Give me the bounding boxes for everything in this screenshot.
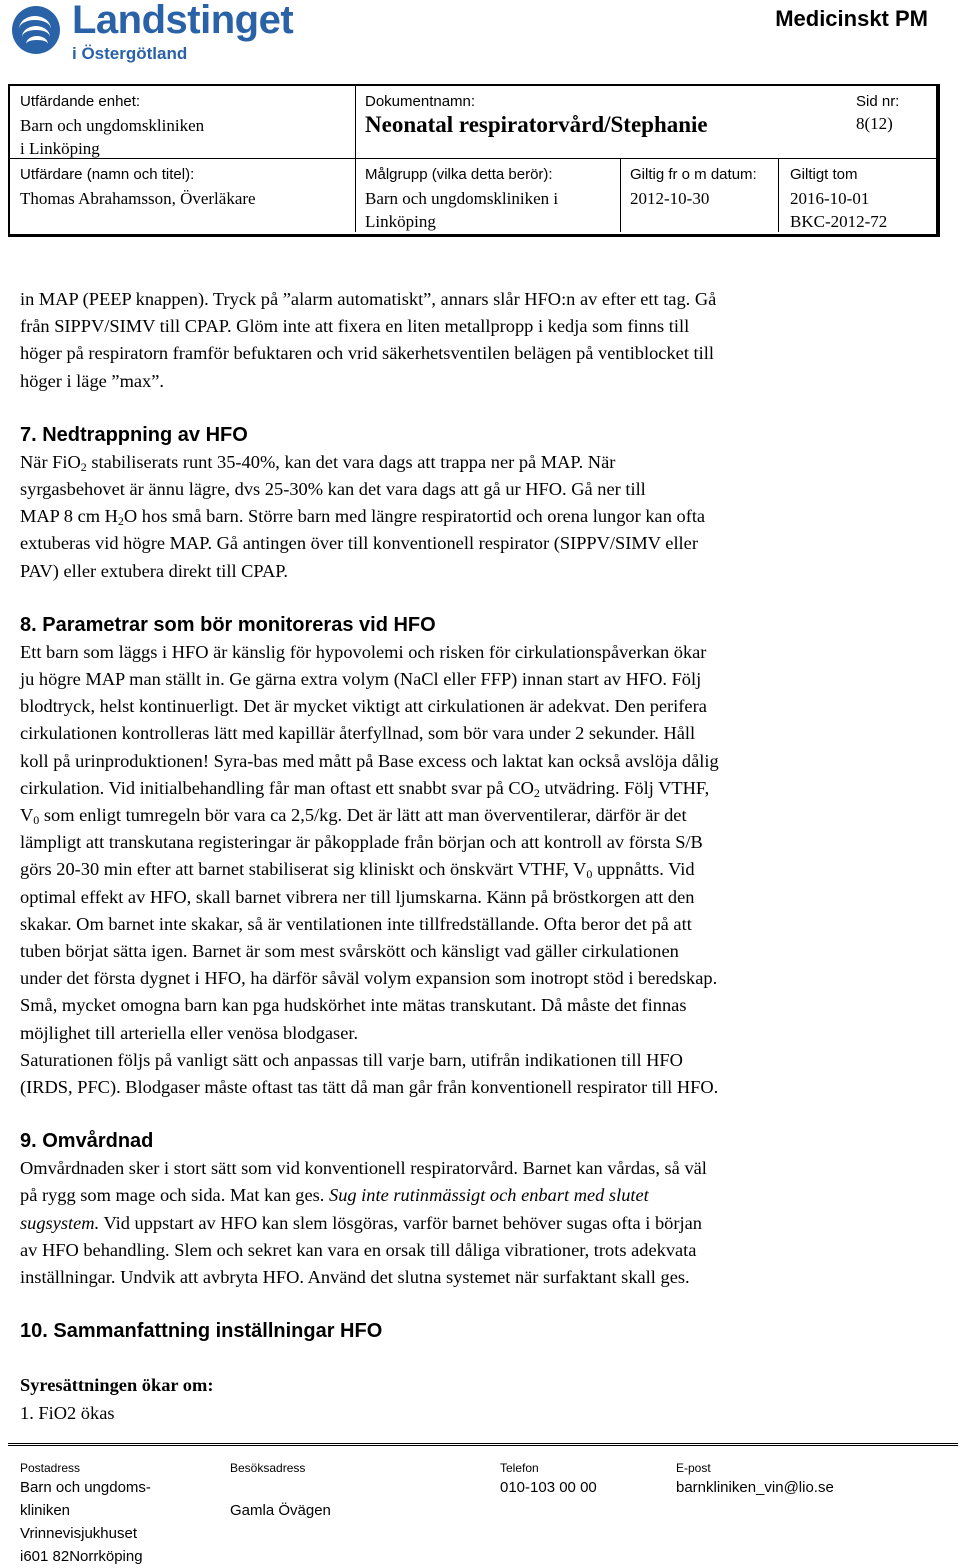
subscript: 2 [117,514,124,529]
section-8-line: koll på urinproduktionen! Syra-bas med mått på Base excess och laktat kan också avslöja dålig [20,750,719,771]
section-9-line: Omvårdnaden sker i stort sätt som vid konventionell respiratorvård. Barnet kan vårdas, så väl [20,1158,707,1179]
text-run: utvädring. Följ VTHF, [539,777,710,798]
visiting-address: Gamla Övägen [230,1502,331,1519]
section-9-line [20,1182,940,1209]
section-10-heading: 10. Sammanfattning inställningar HFO [20,1320,383,1343]
valid-to-date: 2016-10-01 [790,189,870,208]
section-8-line: blodtryck, helst kontinuerligt. Det är mycket viktigt att cirkulationen är adekvat. Den perifera [20,696,707,717]
document-id: BKC-2012-72 [790,212,888,231]
logo-title: Landstinget [72,0,294,42]
unit-label: Utfärdande enhet: [20,93,141,110]
section-7-heading: 7. Nedtrappning av HFO [20,423,248,446]
document-type: Medicinskt PM [775,6,928,31]
text-run: görs 20-30 min efter att barnet stabiliserat sig kliniskt och önskvärt VTHF, V [20,859,587,880]
email-label: E-post [676,1461,711,1475]
valid-to-label: Giltigt tom [790,166,858,183]
logo-subtitle: i Östergötland [72,44,188,63]
section-8-line: under det första dygnet i HFO, ha därför såväl volym expansion som inotropt stöd i beredskap. [20,968,718,989]
section-8-line: (IRDS, PFC). Blodgaser måste oftast tas tätt då man går från konventionell respirator till HFO. [20,1077,719,1098]
text-run: på rygg som mage och sida. Mat kan ges. [20,1185,329,1206]
postal-address-line: Vrinnevisjukhuset [20,1525,138,1542]
section-9-line: av HFO behandling. Slem och sekret kan vara en orsak till dåliga vibrationer, trots adekvata [20,1239,697,1260]
italic-run: sugsystem. [20,1212,100,1233]
postal-address-line: i601 82Norrköping [20,1548,143,1565]
postal-address-line: kliniken [20,1502,71,1519]
section-8-line [20,856,940,883]
subscript: 2 [533,785,540,800]
italic-run: Sug inte rutinmässigt och enbart med slutet [329,1185,649,1206]
section-8-line: skakar. Om barnet inte skakar, så är ventilationen inte tillfredställande. Ofta beror det på att [20,913,692,934]
section-8-heading: 8. Parametrar som bör monitoreras vid HFO [20,613,436,636]
unit-value: Barn och ungdomskliniken [20,116,205,135]
section-8-line: Ett barn som läggs i HFO är känslig för hypovolemi och risken för cirkulationspåverkan ökar [20,641,707,662]
section-8-line: tuben börjat sätta igen. Barnet är som mest svårskött och känsligt vad gäller cirkulationen [20,941,679,962]
document-header-table [8,84,940,237]
text-run: MAP 8 cm H [20,506,118,527]
logo [12,2,312,72]
section-8-line: ju högre MAP man ställt in. Ge gärna extra volym (NaCl eller FFP) innan start av HFO. Följ [20,669,702,690]
section-7-line: PAV) eller extubera direkt till CPAP. [20,560,289,581]
docname-label: Dokumentnamn: [365,93,476,110]
section-8-line: möjlighet till arteriella eller venösa blodgaser. [20,1022,359,1043]
target-group-label: Målgrupp (vilka detta berör): [365,166,553,183]
text-run: stabiliserats runt 35-40%, kan det vara dags att trappa ner på MAP. När [86,451,616,472]
subscript: 2 [80,459,87,474]
text-run: V [20,805,34,826]
text-run: uppnåtts. Vid [592,859,695,880]
page-footer [8,1443,958,1565]
section-8-line [20,802,940,829]
intro-line: in MAP (PEEP knappen). Tryck på ”alarm automatiskt”, annars slår HFO:n av efter ett tag. Gå [20,289,717,309]
text-run: När FiO [20,451,81,472]
valid-from-date: 2012-10-30 [630,189,710,208]
logo-mark-icon [12,6,60,54]
section-8-line: cirkulationen kontrolleras lätt med kapillär återfyllnad, som bör vara under 2 sekunder. Håll [20,723,696,744]
section-7-line [20,503,940,530]
section-7-line: extuberas vid högre MAP. Gå antingen över till konventionell respirator (SIPPV/SIMV eller [20,533,698,554]
unit-value-city: i Linköping [20,139,100,158]
section-8-line: Saturationen följs på vanligt sätt och anpassas till varje barn, utifrån indikationen till HFO [20,1049,683,1070]
postal-address-line: Barn och ungdoms- [20,1479,151,1496]
section-9-line: inställningar. Undvik att avbryta HFO. Använd det slutna systemet när surfaktant skall ges. [20,1267,690,1288]
list-item: 1. FiO2 ökas [20,1402,115,1423]
subscript: 0 [586,867,593,882]
text-run: cirkulation. Vid initialbehandling får man oftast ett snabbt svar på CO [20,777,534,798]
section-9-heading: 9. Omvårdnad [20,1130,154,1153]
section-7-line [20,449,940,476]
document-body [20,286,940,1427]
text-run: Vid uppstart av HFO kan slem lösgöras, varför barnet behöver sugas ofta i början [99,1212,702,1233]
phone-number: 010-103 00 00 [500,1479,597,1496]
intro-line: höger på respiratorn framför befuktaren och vrid säkerhetsventilen belägen på ventiblocket till [20,343,714,364]
subscript: 0 [33,813,40,828]
issuer-label: Utfärdare (namn och titel): [20,166,195,183]
docname-value: Neonatal respiratorvård/Stephanie [365,112,708,137]
section-8-line: Små, mycket omogna barn kan pga hudskörhet inte mätas transkutant. Då måste det finnas [20,995,687,1016]
visiting-address-label: Besöksadress [230,1461,306,1475]
section-8-line: optimal effekt av HFO, skall barnet vibrera ner till ljumskarna. Känn på bröstkorgen att den [20,886,695,907]
email-address[interactable]: barnkliniken_vin@lio.se [676,1479,834,1496]
oxygenation-subheading: Syresättningen ökar om: [20,1375,214,1396]
valid-from-label: Giltig fr o m datum: [630,166,757,183]
text-run: O hos små barn. Större barn med längre respiratortid och orena lungor kan ofta [123,506,706,527]
target-group-value: Barn och ungdomskliniken i [365,189,559,208]
target-group-city: Linköping [365,212,436,231]
issuer-value: Thomas Abrahamsson, Överläkare [20,189,256,208]
page-number: 8(12) [856,114,893,133]
phone-label: Telefon [500,1461,539,1475]
page-label: Sid nr: [856,93,900,110]
postal-address-label: Postadress [20,1461,81,1475]
section-8-line [20,775,940,802]
intro-line: höger i läge ”max”. [20,370,164,391]
section-8-line: lämpligt att transkutana registeringar är påkopplade från början och att kontroll av första S/B [20,832,703,853]
text-run: som enligt tumregeln bör vara ca 2,5/kg. Det är lätt att man överventilerar, därför är det [39,805,687,826]
section-9-line [20,1210,940,1237]
section-7-line: syrgasbehovet är ännu lägre, dvs 25-30% kan det vara dags att gå ur HFO. Gå ner till [20,479,646,500]
intro-line: från SIPPV/SIMV till CPAP. Glöm inte att fixera en liten metallpropp i kedja som finns till [20,316,690,337]
